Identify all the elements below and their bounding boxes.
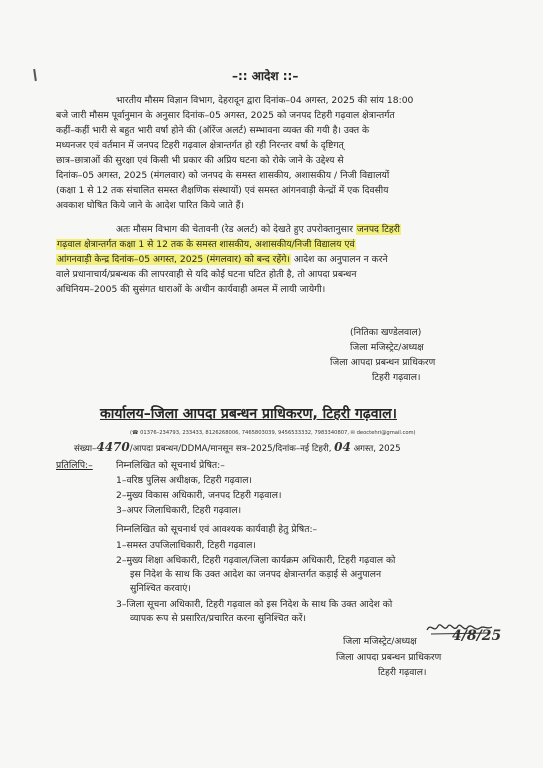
copy-intro-2: निम्नलिखित को सूचनार्थ एवं आवश्यक कार्यवाही हेतु प्रेषित:–	[116, 524, 318, 535]
office-contacts: (☎ 01376–234793, 233433, 8126268006, 7465803039, 9456533332, 7983340807, ✉ deoctehri@gmail.com)	[130, 430, 416, 436]
para1-line: दिनांक–05 अगस्त, 2025 (मंगलवार) को जनपद के समस्त शासकीय, अशासकीय / निजी विद्यालयों	[56, 170, 390, 181]
signatory-location: टिहरी गढ़वाल।	[372, 372, 421, 383]
para2-line: वाले प्रधानाचार्य/प्रबन्धक की लापरवाही से यदि कोई घटना घटित होती है, तो आपदा प्रबन्धन	[56, 269, 357, 280]
handwritten-date: 4/8/25	[452, 628, 502, 644]
copy-recipient: 1–समस्त उपजिलाधिकारी, टिहरी गढ़वाल।	[116, 540, 256, 551]
para2-line: अधिनियम–2005 की सुसंगत धाराओं के अधीन कार्यवाही अमल में लायी जायेगी।	[56, 284, 326, 295]
signatory-name: (नितिका खण्डेलवाल)	[350, 327, 422, 338]
para1-line: बजे जारी मौसम पूर्वानुमान के अनुसार दिनांक–05 अगस्त, 2025 को जनपद टिहरी गढ़वाल क्षेत्रान्तर्गत	[56, 110, 395, 121]
reference-number: 4470	[96, 440, 130, 454]
copy-recipient: 3–जिला सूचना अधिकारी, टिहरी गढ़वाल को इस निदेश के साथ कि उक्त आदेश को	[116, 599, 393, 610]
office-title: कार्यालय–जिला आपदा प्रबन्धन प्राधिकरण, टिहरी गढ़वाल।	[100, 406, 397, 422]
signatory-designation: जिला मजिस्ट्रेट/अध्यक्ष	[350, 342, 424, 353]
signatory-designation-2: जिला मजिस्ट्रेट/अध्यक्ष	[343, 636, 417, 647]
reference-day: 04	[334, 440, 351, 454]
copy-recipient: 1–वरिष्ठ पुलिस अधीक्षक, टिहरी गढ़वाल।	[116, 475, 252, 486]
copy-recipient: 2–मुख्य शिक्षा अधिकारी, टिहरी गढ़वाल/जिला कार्यक्रम अधिकारी, टिहरी गढ़वाल को	[116, 555, 396, 566]
signatory-authority-2: जिला आपदा प्रबन्धन प्राधिकरण	[336, 652, 442, 663]
para1-line: (कक्षा 1 से 12 तक संचालित समस्त शैक्षणिक संस्थायों) एवं समस्त आंगनवाड़ी केन्द्रों में एक दिवसीय	[56, 185, 389, 196]
para2-text: अतः मौसम विभाग की चेतावनी (रेड अलर्ट) को देखते हुए उपरोक्तानुसार	[116, 224, 353, 235]
signatory-location-2: टिहरी गढ़वाल।	[378, 667, 427, 678]
reference-date: अगस्त, 2025	[353, 444, 401, 454]
copy-recipient: 3–अपर जिलाधिकारी, टिहरी गढ़वाल।	[116, 505, 242, 516]
copy-recipient-cont: इस निदेश के साथ कि उक्त आदेश का जनपद क्षेत्रान्तर्गत कड़ाई से अनुपालन	[130, 569, 382, 580]
para2-line-3	[56, 254, 388, 266]
para1-line: भारतीय मौसम विज्ञान विभाग, देहरादून द्वारा दिनांक–04 अगस्त, 2025 की सांय 18:00	[116, 95, 414, 106]
signatory-authority: जिला आपदा प्रबन्धन प्राधिकरण	[330, 357, 436, 368]
copy-intro-1: निम्नलिखित को सूचनार्थ प्रेषित:–	[116, 460, 225, 471]
para2-text: आदेश का अनुपालन न करने	[293, 254, 388, 265]
copy-recipient: 2–मुख्य विकास अधिकारी, जनपद टिहरी गढ़वाल।	[116, 490, 282, 501]
copy-recipient-cont: सुनिश्चित करवाएं।	[130, 583, 191, 594]
reference-text: /आपदा प्रबन्धन/DDMA/मानसून सत्र–2025/दिनांक–नई टिहरी,	[129, 444, 332, 454]
copy-recipient-cont: व्यापक रूप से प्रसारित/प्रचारित करना सुनिश्चित करें।	[130, 613, 306, 624]
highlighted-text: आंगनवाड़ी केन्द्र दिनांक–05 अगस्त, 2025 (मंगलवार) को बन्द रहेंगे।	[57, 254, 290, 265]
copy-label: प्रतिलिपि:–	[56, 460, 93, 471]
reference-label: संख्या–	[74, 444, 97, 454]
margin-mark	[33, 69, 37, 81]
para1-line: अवकाश घोषित किये जाने के आदेश पारित किये जाते हैं।	[56, 200, 244, 211]
para1-line: कहीं–कहीं भारी से बहुत भारी वर्षा होने की (ऑरेंज अलर्ट) सम्भावना व्यक्त की गयी है। उक्त के	[56, 125, 370, 136]
highlighted-text: गढ़वाल क्षेत्रान्तर्गत कक्षा 1 से 12 तक के समस्त शासकीय, अशासकीय/निजी विद्यालय एवं	[57, 239, 355, 250]
para2-line-2	[56, 239, 356, 251]
para2-line-1	[116, 224, 401, 236]
para1-line: छात्र–छात्राओं की सुरक्षा एवं किसी भी प्रकार की अप्रिय घटना को रोके जाने के उद्देश्य से	[56, 155, 344, 166]
order-title: –:: आदेश ::–	[232, 69, 299, 83]
para1-line: मध्यनजर एवं वर्तमान में जनपद टिहरी गढ़वाल क्षेत्रान्तर्गत हो रही निरन्तर वर्षा के दृष्टिगत्	[56, 140, 344, 151]
highlighted-text: जनपद टिहरी	[356, 224, 400, 235]
reference-line	[74, 441, 401, 455]
